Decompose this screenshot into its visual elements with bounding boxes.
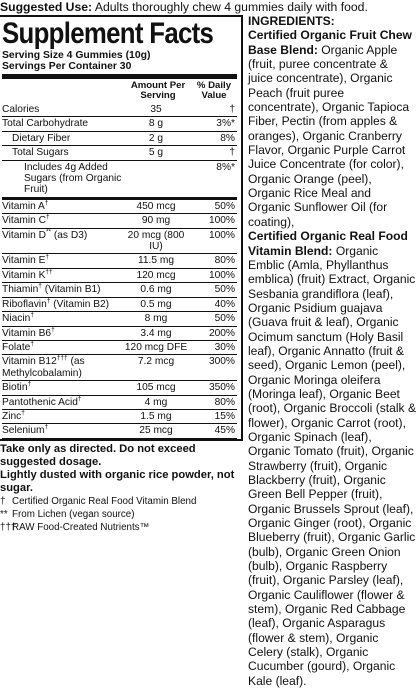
nutrient-label: Vitamin A [2, 200, 45, 212]
nutrient-daily-value: 100% [208, 269, 235, 281]
nutrient-row [2, 297, 237, 311]
legend-item [0, 496, 245, 508]
nutrient-amount: 25 mcg [139, 425, 173, 437]
nutrient-daily-value: 100% [208, 229, 235, 241]
nutrient-name [2, 328, 123, 339]
nutrient-row [2, 326, 237, 340]
nutrient-name [2, 356, 123, 379]
nutrient-footnote-mark: †† [45, 268, 53, 276]
nutrient-daily-value: 80% [214, 396, 235, 408]
nutrient-amount: 5 g [148, 147, 164, 159]
nutrient-footnote-mark: † [45, 254, 50, 262]
nutrient-row [2, 423, 237, 437]
nutrient-daily-value: 8% [220, 132, 235, 144]
dusting-note: Lightly dusted with organic rice powder, not sugar. [0, 469, 235, 494]
nutrient-daily-value: 45% [214, 425, 235, 437]
suggested-use-label: Suggested Use: [0, 0, 93, 14]
panel-title: Supplement Facts [2, 17, 214, 50]
nutrient-name [2, 313, 123, 324]
nutrient-daily-value: 80% [214, 255, 235, 267]
vitamin-blend-text: Organic Emblic (Amla, Phyllanthus emblica) (fruit) Extract, Organic Sesbania grandiflora (leaf), Organic Psidium guajava (Guava fruit & leaf), Organic Ocimum sanctum (Holy Basil leaf), Organic Annatto (fruit & seed), Organic Lemon (peel), Organic Moringa oleifera (Moringa leaf), Organic Beet (root), Organic Broccoli (stalk & flower), Organic Carrot (root), Organic Spinach (leaf), Organic Tomato (fruit), Organic Strawberry (fruit), Organic Blackberry (fruit), Organic Green Bell Pepper (fruit), Organic Brussels Sprout (leaf), Organic Ginger (root), Organic Blueberry (fruit), Organic Garlic (bulb), Organic Green Onion (bulb), Organic Raspberry (fruit), Organic Parsley (leaf), Organic Cauliflower (flower & stem), Organic Red Cabbage (leaf), Organic Asparagus (flower & stem), Organic Celery (stalk), Organic Cucumber (gourd), Organic Kale (leaf). [248, 243, 416, 688]
nutrient-footnote-mark: † [44, 199, 49, 207]
nutrient-row [2, 354, 237, 380]
fruit-chew-blend-text: Organic Apple (fruit, puree concentrate & juice concentrate), Organic Peach (fruit puree concentrate), Organic Tapioca Fiber, Pectin (from apples & oranges), Organic Cranberry Flavor, Organic Purple Carrot Juice Concentrate (for color), Organic Orange (peel), Organic Rice Meal and Organic Sunflower Oil (for coating), [248, 42, 410, 229]
nutrient-label: Total Carbohydrate [2, 118, 89, 130]
nutrient-footnote-mark: † [30, 340, 34, 348]
nutrient-name [2, 230, 123, 241]
servings-per-container: Servings Per Container 30 [2, 61, 132, 72]
nutrient-daily-value: 30% [214, 341, 235, 353]
nutrient-label: Calories [2, 104, 40, 115]
nutrient-daily-value: 8%* [216, 161, 235, 173]
nutrient-row [2, 253, 237, 267]
nutrient-form: (Vitamin B1) [41, 284, 101, 296]
suggested-use-text: Adults thoroughly chew 4 gummies daily with food. [92, 0, 368, 14]
nutrient-daily-value: 50% [214, 284, 235, 296]
nutrient-footnote-mark: † [38, 282, 42, 290]
nutrient-amount: 105 mcg [136, 382, 176, 394]
nutrient-name [2, 147, 123, 158]
amount-header: Amount Per Serving [130, 80, 186, 101]
supplement-facts-panel [0, 15, 243, 441]
nutrient-amount: 20 mcg (800 IU) [127, 229, 185, 253]
nutrient-name [2, 118, 123, 129]
nutrient-name [2, 342, 123, 353]
nutrient-label: Vitamin B6 [2, 327, 52, 339]
nutrient-daily-value: 50% [214, 200, 235, 212]
legend-mark: ** [0, 509, 8, 520]
vitamin-blend [248, 229, 416, 688]
nutrient-amount: 120 mcg DFE [124, 341, 188, 353]
nutrient-label: Biotin [2, 382, 28, 394]
nutrient-name [2, 397, 123, 408]
nutrient-footnote-mark: † [30, 311, 34, 319]
nutrient-amount: 0.6 mg [140, 284, 172, 296]
nutrient-footnote-mark: † [44, 423, 49, 431]
nutrient-row [2, 116, 237, 130]
nutrient-amount: 450 mcg [136, 200, 176, 212]
nutrient-name [2, 104, 123, 115]
nutrient-daily-value [189, 440, 237, 441]
nutrient-amount: 120 mcg [136, 269, 176, 281]
legend-mark: ††† [0, 522, 17, 533]
nutrient-daily-value: 300% [208, 356, 235, 368]
nutrient-row [2, 311, 237, 325]
nutrient-daily-value: 3%* [216, 118, 235, 130]
serving-size: Serving Size 4 Gummies (10g) [2, 50, 151, 61]
nutrient-footnote-mark: † [51, 326, 55, 334]
nutrient-label: Selenium [2, 425, 45, 437]
nutrient-row [2, 228, 237, 254]
nutrient-amount [123, 440, 189, 441]
nutrient-form: (Vitamin B2) [50, 298, 110, 310]
nutrient-amount: 90 mg [141, 215, 171, 227]
nutrient-name [2, 215, 123, 226]
notes [0, 443, 245, 534]
nutrient-row [2, 268, 237, 282]
nutrient-name [2, 299, 123, 310]
nutrient-daily-value: 100% [208, 215, 235, 227]
nutrient-amount: 11.5 mg [137, 255, 175, 267]
nutrient-row [2, 213, 237, 227]
nutrient-form: (as Methylcobalamin) [2, 356, 85, 379]
nutrient-row [2, 380, 237, 394]
nutrient-row [2, 282, 237, 296]
nutrient-row [2, 145, 237, 159]
suggested-use [0, 0, 416, 14]
nutrient-daily-value: 15% [214, 410, 235, 422]
legend-item [0, 522, 245, 534]
nutrient-name [2, 270, 123, 281]
nutrient-row [2, 340, 237, 354]
ingredients-heading: INGREDIENTS: [248, 14, 335, 28]
nutrient-label [2, 440, 55, 441]
nutrient-name [2, 201, 123, 212]
fruit-chew-blend [248, 28, 416, 229]
nutrient-label: Zinc [2, 410, 22, 422]
nutrient-amount: 7.2 mcg [137, 356, 175, 368]
nutrient-label: Thiamin [2, 284, 39, 296]
nutrient-daily-value: † [229, 147, 235, 159]
nutrient-label: Vitamin C [2, 215, 46, 227]
symbol-legend [0, 496, 245, 534]
nutrient-footnote-mark: † [77, 395, 82, 403]
nutrient-label: Vitamin D [2, 229, 46, 241]
nutrient-name [2, 382, 123, 393]
nutrient-footnote-mark: † [46, 297, 51, 305]
nutrient-name [2, 284, 123, 295]
nutrient-label: Dietary Fiber [12, 132, 71, 144]
nutrient-form: (as D3) [51, 229, 88, 241]
nutrient-label: Pantothenic Acid [2, 396, 78, 408]
nutrient-row [2, 409, 237, 423]
nutrient-label: Niacin [2, 313, 31, 325]
nutrient-amount: 2 g [148, 132, 164, 144]
legend-item [0, 509, 245, 521]
nutrient-footnote-mark: ** [45, 228, 52, 236]
nutrient-amount: 4 mg [144, 396, 168, 408]
nutrient-row [2, 131, 237, 145]
nutrient-daily-value: 40% [214, 298, 235, 310]
nutrient-label: Total Sugars [12, 147, 69, 159]
legend-text: RAW Food-Created Nutrients™ [12, 522, 150, 533]
ingredients-list [248, 14, 416, 688]
dosage-warning: Take only as directed. Do not exceed suggested dosage. [0, 443, 196, 468]
nutrient-footnote-mark [55, 438, 59, 441]
nutrient-label: Vitamin K [2, 269, 46, 281]
nutrient-name [2, 162, 123, 196]
legend-mark: † [0, 496, 6, 507]
nutrient-label: Includes 4g Added Sugars (from Organic Fruit) [24, 161, 122, 196]
nutrient-row [2, 160, 237, 197]
nutrient-footnote-mark: † [45, 213, 50, 221]
nutrient-footnote-mark: ††† [56, 354, 68, 362]
nutrient-footnote-mark: † [21, 409, 25, 417]
nutrient-label: Folate [2, 341, 31, 353]
nutrient-row [2, 197, 237, 213]
nutrient-footnote-mark: † [27, 380, 32, 388]
legend-text: From Lichen (vegan source) [12, 509, 135, 520]
nutrient-name [2, 255, 123, 266]
nutrient-daily-value: † [229, 104, 235, 115]
nutrient-amount: 1.5 mg [140, 410, 172, 422]
nutrient-daily-value: 350% [208, 382, 235, 394]
nutrient-rows [2, 103, 237, 441]
nutrient-amount: 3.4 mg [140, 327, 172, 339]
nutrient-name [2, 425, 123, 436]
nutrient-name [2, 411, 123, 422]
nutrient-amount: 35 [150, 104, 162, 115]
legend-text: Certified Organic Real Food Vitamin Blend [12, 496, 197, 507]
nutrient-name [2, 440, 123, 441]
column-header [2, 79, 237, 103]
nutrient-label: Riboflavin [2, 298, 47, 310]
nutrient-daily-value: 200% [208, 327, 235, 339]
nutrient-amount: 8 g [148, 118, 164, 130]
fruit-chew-blend-title: Certified Organic Fruit Chew Base Blend: [248, 28, 412, 57]
nutrient-row [2, 103, 237, 116]
nutrient-amount: 0.5 mg [140, 298, 172, 310]
nutrient-label: Vitamin E [2, 255, 46, 267]
nutrient-row [2, 438, 237, 441]
nutrient-row [2, 395, 237, 409]
dv-header: % Daily Value [196, 80, 232, 101]
nutrient-amount: 8 mg [144, 313, 168, 325]
nutrient-label: Vitamin B12 [2, 356, 57, 368]
vitamin-blend-title: Certified Organic Real Food Vitamin Blend: [248, 229, 408, 258]
nutrient-name [2, 133, 123, 144]
nutrient-daily-value: 50% [214, 313, 235, 325]
